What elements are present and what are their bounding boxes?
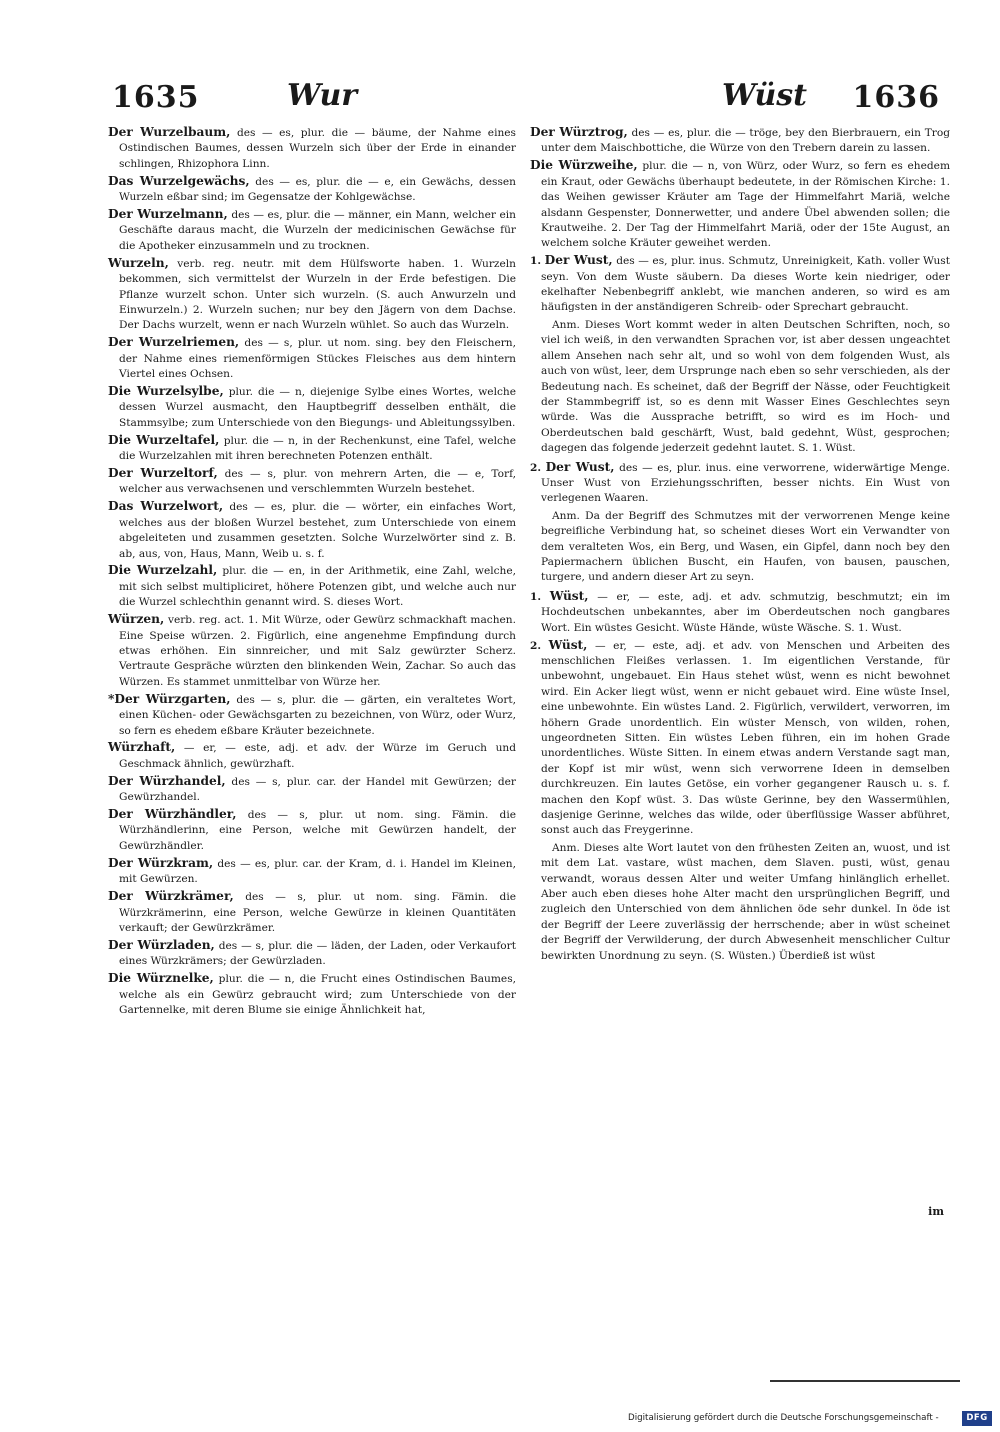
dictionary-entry bbox=[108, 889, 516, 936]
dictionary-entry bbox=[108, 612, 516, 690]
dictionary-entry bbox=[108, 433, 516, 465]
annotation-paragraph bbox=[530, 841, 950, 964]
dictionary-entry bbox=[108, 499, 516, 562]
headword: Der Würzkrämer, bbox=[108, 889, 234, 904]
headword: Der Wurzelriemen, bbox=[108, 335, 240, 350]
dfg-logo: DFG bbox=[962, 1411, 992, 1426]
dictionary-entry bbox=[108, 563, 516, 610]
dictionary-entry bbox=[108, 335, 516, 382]
entry-definition: verb. reg. neutr. mit dem Hülfsworte haben. 1. Wurzeln bekommen, sich vermittelst der Wurzeln in der Erde befestigen. Die Pflanze wurzelt schon. Unter sich wurzeln. (S. auch Anwurzeln und Einwurzeln.) 2. Wurzeln suchen; nur bey den Jägern von dem Dachse. Der Dachs wurzelt, wenn er nach Wurzeln wühlet. So auch das Wurzeln. bbox=[119, 257, 516, 332]
sense-number: 2. bbox=[530, 461, 542, 474]
headword: Das Wurzelwort, bbox=[108, 499, 224, 514]
entry-definition: plur. die — n, von Würz, oder Wurz, so fern es ehedem ein Kraut, oder Gewächs überhaupt bedeutete, in der Römischen Kirche: 1. das Weihen gewisser Kräuter am Tage der Himmelfahrt Mariä, welche alsdann Gespenster, Donnerwetter, und andere Übel abwenden sollen; die Krautweihe. 2. Der Tag der Himmelfahrt Mariä, oder der 15te August, an welchem solche Kräuter geweihet werden. bbox=[541, 160, 950, 250]
dictionary-entry bbox=[530, 589, 950, 636]
headword: Der Würzhändler, bbox=[108, 807, 237, 822]
entry-definition: des — es, plur. inus. Schmutz, Unreinigkeit, Kath. voller Wust seyn. Von dem Wuste säubern. Da dieses Worte kein niedriger, oder ekelhafter Nebenbegriff anklebt, wie manchen anderen, so wird es am häufigsten in der anständigeren Schreib- oder Sprechart gebraucht. bbox=[541, 255, 950, 314]
headword: Die Würznelke, bbox=[108, 971, 214, 986]
dictionary-entry bbox=[108, 466, 516, 498]
entry-definition: — er, — este, adj. et adv. von Menschen und Arbeiten des menschlichen Fleißes verlassen. 1. Im eigentlichen Verstande, für unbewohnt, ungebauet. Ein Haus stehet wüst, wenn es nicht bewohnet wird. Ein Acker liegt wüst, wenn er nicht gebauet wird. Eine wüste Insel, eine unbewohnte. Ein wüstes Land. 2. Figürlich, verwildert, verworren, im höhern Grade unordentlich. Ein wüster Mensch, von wilden, rohen, ungeordneten Sitten. Ein wüstes Leben führen, ein im hohen Grade unordentliches. Wüste Sitten. In einem etwas andern Verstande sagt man, der Kopf ist mir wüst, wenn sich verworrene Ideen in demselben durchkreuzen. Ein lautes Getöse, ein vorher gegangener Rausch u. s. f. machen den Kopf wüst. 3. Das wüste Gerinne, bey den Wassermühlen, dasjenige Gerinne, welches das wilde, oder überflüssige Wasser abführet, sonst auch das Freygerinne. bbox=[541, 639, 950, 837]
dictionary-entry bbox=[530, 460, 950, 507]
headword: Der Wurzelbaum, bbox=[108, 125, 231, 139]
dictionary-entry bbox=[108, 807, 516, 854]
dictionary-entry bbox=[108, 856, 516, 888]
entry-definition: des — s, plur. car. der Handel mit Gewürzen; der Gewürzhandel. bbox=[119, 775, 516, 804]
headword: Würzhaft, bbox=[108, 740, 176, 755]
entry-definition: verb. reg. act. 1. Mit Würze, oder Gewürz schmackhaft machen. Eine Speise würzen. 2. Figürlich, eine angenehme Empfindung durch etwas erhöhen. Ein sinnreicher, und mit Salz gewürzter Scherz. Vertraute Gespräche würzten den blinkenden Wein, Zachar. So auch das Würzen. Es stammet unmittelbar von Würze her. bbox=[119, 614, 516, 688]
entry-definition: des — es, plur. die — bäume, der Nahme eines Ostindischen Baumes, dessen Wurzeln sich über der Erde in einander schlingen, Rhizophora Linn. bbox=[119, 127, 516, 170]
headword: Die Wurzelzahl, bbox=[108, 563, 218, 578]
entry-definition: des — es, plur. die — wörter, ein einfaches Wort, welches aus der bloßen Wurzel bestehet, zum Unterschiede von einem abgeleiteten und zusammen gesetzten. Solche Wurzelwörter sind z. B. ab, aus, von, Haus, Mann, Weib u. s. f. bbox=[119, 501, 517, 560]
headword: Der Würzhandel, bbox=[108, 773, 226, 788]
headword: Würzen, bbox=[108, 612, 165, 627]
annotation-paragraph bbox=[530, 318, 950, 457]
entry-definition: des — s, plur. die — gärten, ein veraltetes Wort, einen Küchen- oder Gewächsgarten zu bezeichnen, von Würz, oder Wurz, so fern es ehedem eßbare Kräuter bezeichnete. bbox=[119, 693, 517, 737]
dictionary-entry bbox=[108, 971, 516, 1018]
headword: Die Wurzelsylbe, bbox=[108, 384, 224, 398]
dictionary-entry bbox=[108, 207, 516, 254]
headword: Die Würzweihe, bbox=[530, 158, 638, 173]
page-header bbox=[112, 72, 940, 122]
entry-definition: des — s, plur. ut nom. sing. bey den Fleischern, der Nahme eines riemenförmigen Stückes Fleisches aus dem hintern Viertel eines Ochsen. bbox=[119, 337, 517, 381]
dictionary-entry bbox=[108, 740, 516, 772]
dictionary-entry bbox=[108, 774, 516, 806]
entry-definition: — er, — este, adj. et adv. der Würze im Geruch und Geschmack ähnlich, gewürzhaft. bbox=[119, 742, 516, 770]
right-column bbox=[530, 125, 950, 967]
entry-definition: des — es, plur. die — männer, ein Mann, welcher ein Geschäfte daraus macht, die Wurzeln der medicinischen Gewächse für die Apotheker einzusammeln und zu trocknen. bbox=[119, 209, 516, 252]
headword: Die Wurzeltafel, bbox=[108, 432, 220, 447]
dictionary-entry bbox=[530, 125, 950, 157]
dictionary-entry bbox=[108, 938, 516, 970]
left-guide-word: Wur bbox=[287, 78, 358, 113]
dictionary-entry bbox=[108, 125, 516, 172]
dictionary-entry bbox=[530, 158, 950, 251]
annotation-paragraph bbox=[530, 509, 950, 586]
dictionary-entry bbox=[108, 692, 516, 739]
headword: Das Wurzelgewächs, bbox=[108, 173, 250, 188]
headword: Der Wust, bbox=[544, 253, 613, 268]
headword: Der Würzkram, bbox=[108, 855, 214, 870]
dictionary-entry bbox=[108, 384, 516, 431]
entry-definition: plur. die — n, in der Rechenkunst, eine Tafel, welche die Wurzelzahlen mit ihren berechneten Potenzen enthält. bbox=[119, 434, 516, 463]
sense-number: 1. bbox=[530, 590, 542, 603]
entry-definition: des — es, plur. inus. eine verworrene, widerwärtige Menge. Unser Wust von Erziehungsschriften, besser nichts. Ein Wust von verlegenen Waaren. bbox=[541, 461, 950, 505]
dictionary-entry bbox=[530, 638, 950, 839]
entry-definition: des — s, plur. von mehrern Arten, die — e, Torf, welcher aus verwachsenen und verschlemmten Wurzeln bestehet. bbox=[119, 468, 516, 496]
bottom-rule bbox=[770, 1380, 960, 1382]
dictionary-entry bbox=[108, 256, 516, 334]
sense-number: 1. bbox=[530, 255, 542, 268]
annotation-text: Anm. Dieses Wort kommt weder in alten Deutschen Schriften, noch, so viel ich weiß, in den verwandten Sprachen vor, ist aber dessen ungeachtet allem Ansehen nach sehr alt, und so wohl von dem folgenden Wust, als auch von wüst, leer, dem Ursprunge nach eben so sehr verschieden, als der Bedeutung nach. Es scheinet, daß der Begriff der Nässe, oder Feuchtigkeit der Stammbegriff ist, so es denn mit Wasser Eines Geschlechtes seyn würde. Was die Aussprache betrifft, so wird es im Hoch- und Oberdeutschen bald geschärft, Wust, bald gedehnt, Wüst, gesprochen; dagegen das folgende jederzeit gedehnt lautet. S. 1. Wüst. bbox=[541, 318, 950, 455]
sense-number: 2. bbox=[530, 639, 542, 652]
headword: Der Würzladen, bbox=[108, 937, 215, 952]
entry-definition: des — s, plur. ut nom. sing. Fämin. die Würzkrämerinn, eine Person, welche Gewürze in kleinen Quantitäten verkauft; der Gewürzkrämer. bbox=[119, 891, 516, 934]
entry-definition: plur. die — n, die Frucht eines Ostindischen Baumes, welche als ein Gewürz gebraucht wird; zum Unterschiede von der Gartennelke, mit deren Blume sie einige Ähnlichkeit hat, bbox=[119, 973, 517, 1016]
headword: Der Wurzeltorf, bbox=[108, 466, 218, 481]
left-page-number: 1635 bbox=[112, 80, 200, 115]
left-column bbox=[108, 125, 516, 1020]
headword: Der Wust, bbox=[545, 459, 615, 474]
annotation-text: Anm. Dieses alte Wort lautet von den frühesten Zeiten an, wuost, und ist mit dem Lat. vastare, wüst machen, dem Slaven. pusti, wüst, genau verwandt, woraus dessen Alter und weiter Umfang hinlänglich erhellet. Aber auch eben dieses hohe Alter macht den ursprünglichen Begriff, und zugleich den Unterschied von dem ähnlichen öde sehr dunkel. In öde ist der Begriff der Leere zuverlässig der herrschende; aber in wüst scheinet der Begriff der Verwilderung, der durch Abwesenheit menschlicher Cultur bewirkten Unordnung zu seyn. (S. Wüsten.) Überdieß ist wüst bbox=[541, 841, 950, 962]
headword: *Der Würzgarten, bbox=[108, 691, 231, 706]
headword: Der Wurzelmann, bbox=[108, 207, 228, 222]
headword: Wüst, bbox=[549, 588, 589, 603]
entry-definition: — er, — este, adj. et adv. schmutzig, beschmutzt; ein im Hochdeutschen unbekanntes, aber im Oberdeutschen noch gangbares Wort. Ein wüstes Gesicht. Wüste Hände, wüste Wäsche. S. 1. Wust. bbox=[541, 590, 950, 634]
right-page-number: 1636 bbox=[852, 80, 940, 115]
annotation-text: Anm. Da der Begriff des Schmutzes mit der verworrenen Menge keine begreifliche Verbindung hat, so scheinet dieses Wort ein Verwandter von dem veralteten Wos, ein Berg, und Wasen, ein Gipfel, dann noch bey den Papiermachern üblichen Buscht, ein Haufen, von bausen, pauschen, turgere, und andern dieser Art zu seyn. bbox=[541, 509, 950, 584]
headword: Wüst, bbox=[548, 637, 588, 652]
entry-definition: des — es, plur. die — e, ein Gewächs, dessen Wurzeln eßbar sind; im Gegensatze der Kohlgewächse. bbox=[119, 175, 517, 204]
dictionary-entry bbox=[530, 253, 950, 316]
footer-credit: Digitalisierung gefördert durch die Deutsche Forschungsgemeinschaft - bbox=[628, 1413, 939, 1423]
entry-definition: des — s, plur. ut nom. sing. Fämin. die Würzhändlerinn, eine Person, welche mit Gewürzen handelt, der Gewürzhändler. bbox=[119, 809, 516, 852]
headword: Der Würztrog, bbox=[530, 125, 628, 139]
headword: Wurzeln, bbox=[108, 255, 169, 270]
entry-definition: plur. die — n, diejenige Sylbe eines Wortes, welche dessen Wurzel ausmacht, den Hauptbegriff desselben enthält, die Stammsylbe; zum Unterschiede von den Biegungs- und Ableitungssylben. bbox=[119, 386, 516, 429]
dictionary-entry bbox=[108, 174, 516, 206]
catchword: im bbox=[928, 1205, 944, 1218]
entry-definition: des — es, plur. car. der Kram, d. i. Handel im Kleinen, mit Gewürzen. bbox=[119, 857, 516, 886]
right-guide-word: Wüst bbox=[722, 78, 808, 113]
entry-definition: des — es, plur. die — tröge, bey den Bierbrauern, ein Trog unter dem Maischbottiche, die Würze von den Trebern darein zu lassen. bbox=[541, 127, 951, 155]
entry-definition: des — s, plur. die — läden, der Laden, oder Verkaufort eines Würzkrämers; der Gewürzladen. bbox=[119, 939, 517, 968]
entry-definition: plur. die — en, in der Arithmetik, eine Zahl, welche, mit sich selbst multipliciret, höhere Potenzen gibt, und welche auch nur die Wurzel schlechthin genannt wird. S. dieses Wort. bbox=[119, 565, 517, 609]
